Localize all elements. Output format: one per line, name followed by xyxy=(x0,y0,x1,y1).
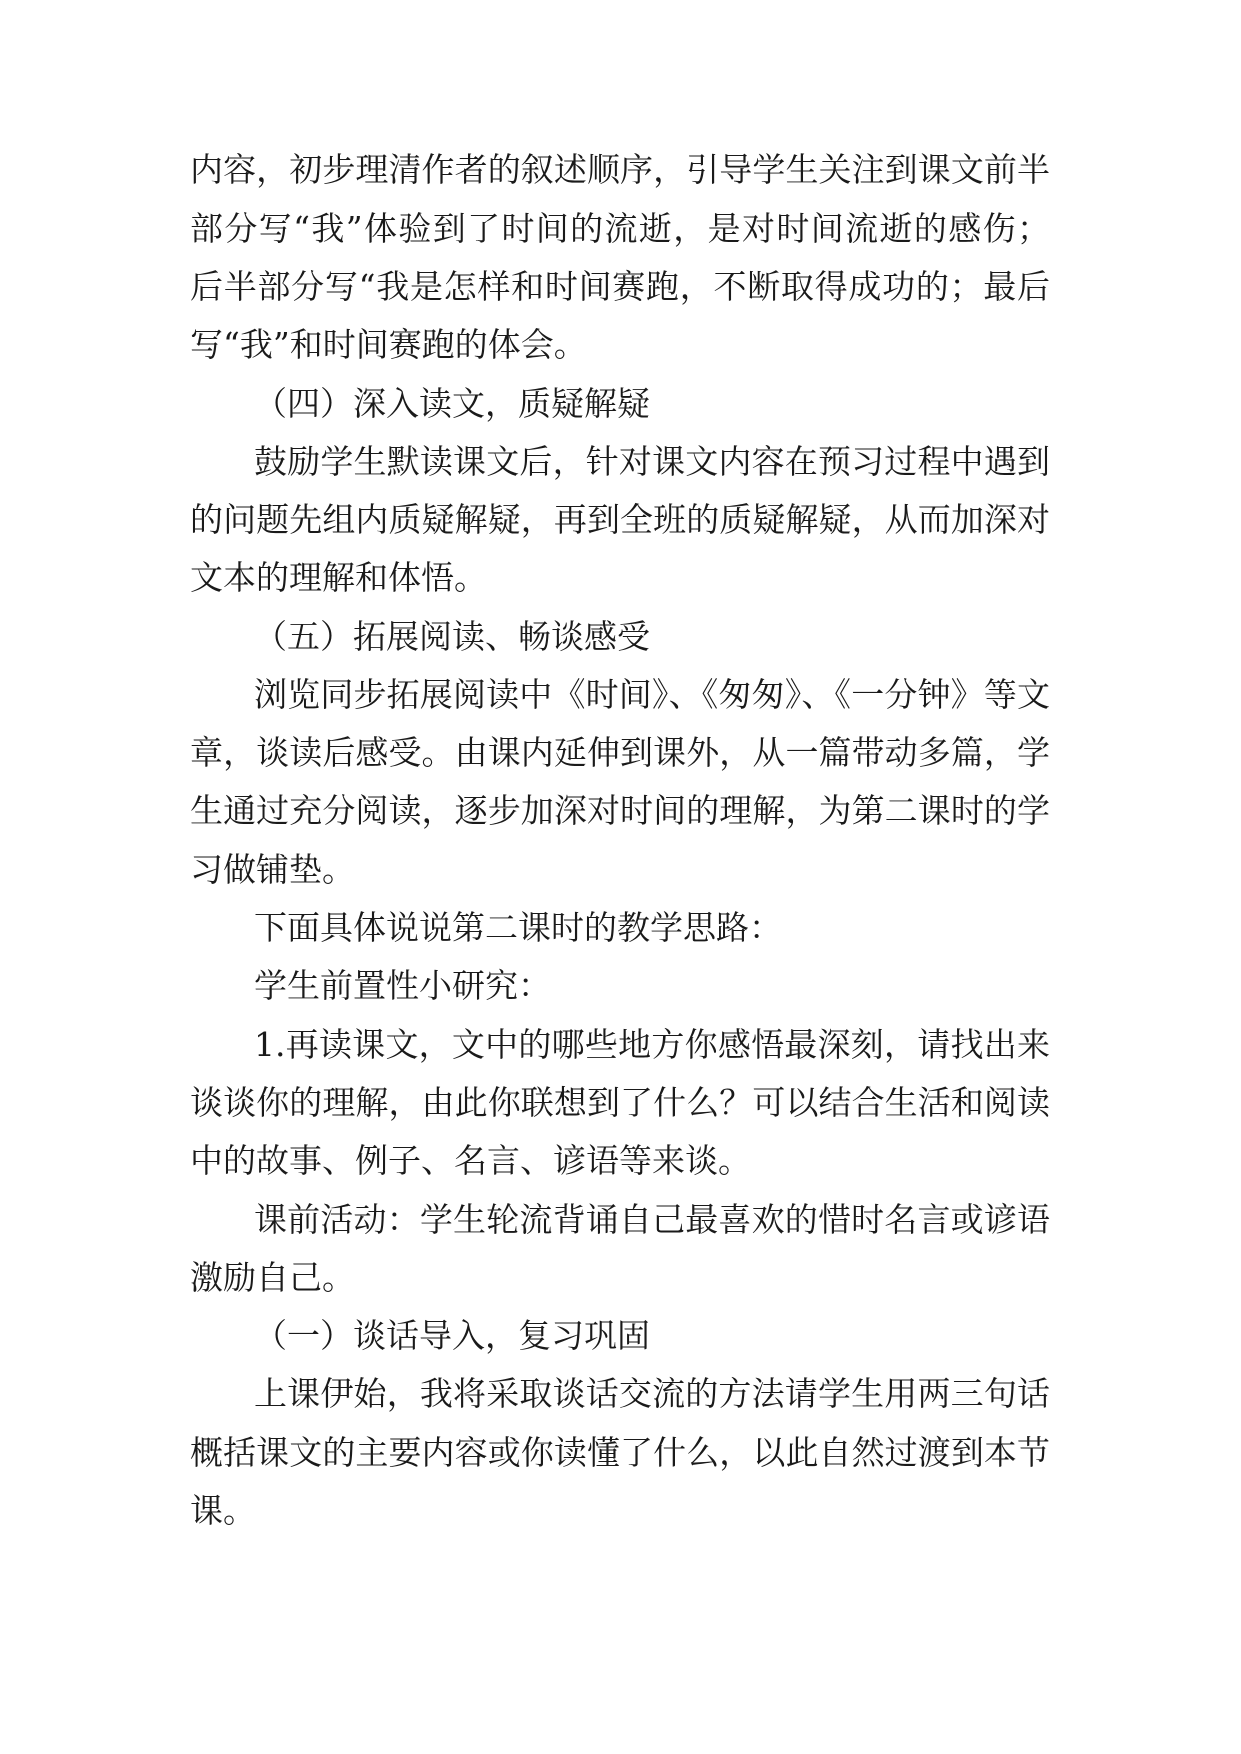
text-line: 文本的理解和体悟。 xyxy=(190,558,487,597)
text-line: 鼓励学生默读课文后，针对课文内容在预习过程中遇到 xyxy=(254,442,1050,481)
text-line: 的问题先组内质疑解疑，再到全班的质疑解疑，从而加深对 xyxy=(190,500,1050,539)
text-line: 浏览同步拓展阅读中《时间》、《匆匆》、《一分钟》等文 xyxy=(254,675,1050,714)
text-line: 激励自己。 xyxy=(190,1258,355,1297)
text-line: 部分写“我”体验到了时间的流逝，是对时间流逝的感伤； xyxy=(190,209,1050,248)
text-line: 上课伊始，我将采取谈话交流的方法请学生用两三句话 xyxy=(254,1374,1050,1413)
text-line: 课前活动：学生轮流背诵自己最喜欢的惜时名言或谚语 xyxy=(254,1200,1050,1239)
text-line: 生通过充分阅读，逐步加深对时间的理解，为第二课时的学 xyxy=(190,791,1050,830)
text-line: 后半部分写“我是怎样和时间赛跑，不断取得成功的；最后 xyxy=(190,267,1050,306)
text-line: 谈谈你的理解，由此你联想到了什么？可以结合生活和阅读 xyxy=(190,1083,1050,1122)
section-heading: （一）谈话导入，复习巩固 xyxy=(254,1316,650,1355)
text-line: 内容，初步理清作者的叙述顺序，引导学生关注到课文前半 xyxy=(190,150,1050,189)
text-line: 章，谈读后感受。由课内延伸到课外，从一篇带动多篇，学 xyxy=(190,733,1050,772)
section-heading: （五）拓展阅读、畅谈感受 xyxy=(254,617,650,656)
section-heading: （四）深入读文，质疑解疑 xyxy=(254,384,650,423)
text-line: 中的故事、例子、名言、谚语等来谈。 xyxy=(190,1141,751,1180)
text-line: 课。 xyxy=(190,1491,256,1530)
text-line: 写“我”和时间赛跑的体会。 xyxy=(190,325,587,364)
text-line: 学生前置性小研究： xyxy=(254,966,551,1005)
text-line: 习做铺垫。 xyxy=(190,850,355,889)
text-line: 概括课文的主要内容或你读懂了什么，以此自然过渡到本节 xyxy=(190,1433,1050,1472)
text-line: 下面具体说说第二课时的教学思路： xyxy=(254,908,782,947)
text-line: 1.再读课文，文中的哪些地方你感悟最深刻，请找出来 xyxy=(254,1025,1050,1064)
